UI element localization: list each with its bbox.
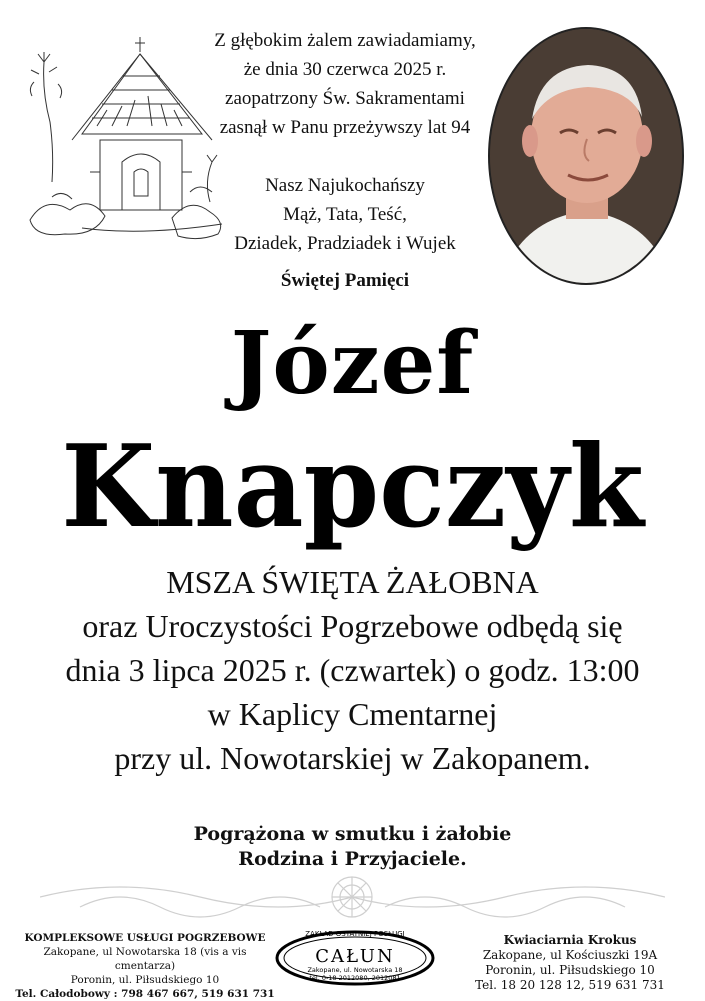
family-line: Mąż, Tata, Teść, [283,204,407,225]
florist-title: Kwiaciarnia Krokus [503,933,637,947]
mourners-line: Pogrążona w smutku i żałobie [193,823,512,845]
last-name: Knapczyk [61,420,644,554]
intro-line: zasnął w Panu przeżywszy lat 94 [219,117,471,138]
mass-line: MSZA ŚWIĘTA ŻAŁOBNA [166,564,539,600]
family-line: Dziadek, Pradziadek i Wujek [234,233,456,254]
ornament-divider [40,872,665,922]
family-titles [200,171,490,258]
portrait-photo [488,27,684,285]
funeral-services-title: KOMPLEKSOWE USŁUGI POGRZEBOWE [24,932,266,944]
mass-line: dnia 3 lipca 2025 r. (czwartek) o godz. 13:00 [65,652,640,688]
mass-line: przy ul. Nowotarskiej w Zakopanem. [114,740,591,776]
calun-address: Zakopane, ul. Nowotarska 18 [307,966,403,974]
funeral-services-address: Zakopane, ul Nowotarska 18 (vis a vis cmentarza) [43,946,247,972]
mourners-text [0,822,705,872]
florist-address-2: Poronin, ul. Piłsudskiego 10 [485,963,655,977]
intro-line: zaopatrzony Św. Sakramentami [225,88,465,109]
funeral-services-info [14,931,276,1001]
intro-text [200,26,490,142]
calun-logo [272,924,438,988]
memory-heading: Świętej Pamięci [280,270,410,291]
intro-line: że dnia 30 czerwca 2025 r. [243,59,447,80]
funeral-services-phone: Tel. Całodobowy : 798 467 667, 519 631 731 [15,988,275,1000]
calun-top-text: ZAKŁAD OSTATNIEJ POSŁUGI [305,930,405,938]
mass-info [0,560,705,780]
funeral-services-address-2: Poronin, ul. Piłsudskiego 10 [70,974,220,986]
portrait-illustration [490,29,682,283]
intro-line: Z głębokim żalem zawiadamiamy, [214,30,476,51]
mass-line: oraz Uroczystości Pogrzebowe odbędą się [82,608,623,644]
family-line: Nasz Najukochańszy [265,175,425,196]
florist-phone: Tel. 18 20 128 12, 519 631 731 [475,978,665,992]
calun-phone: tel. 0-18 2012080, 2012081 [309,974,401,982]
florist-address: Zakopane, ul Kościuszki 19A [482,948,658,962]
mourners-line: Rodzina i Przyjaciele. [238,848,467,870]
florist-info [440,933,700,993]
mass-line: w Kaplicy Cmentarnej [207,696,498,732]
calun-name: CAŁUN [315,946,395,967]
first-name: Józef [230,313,475,414]
